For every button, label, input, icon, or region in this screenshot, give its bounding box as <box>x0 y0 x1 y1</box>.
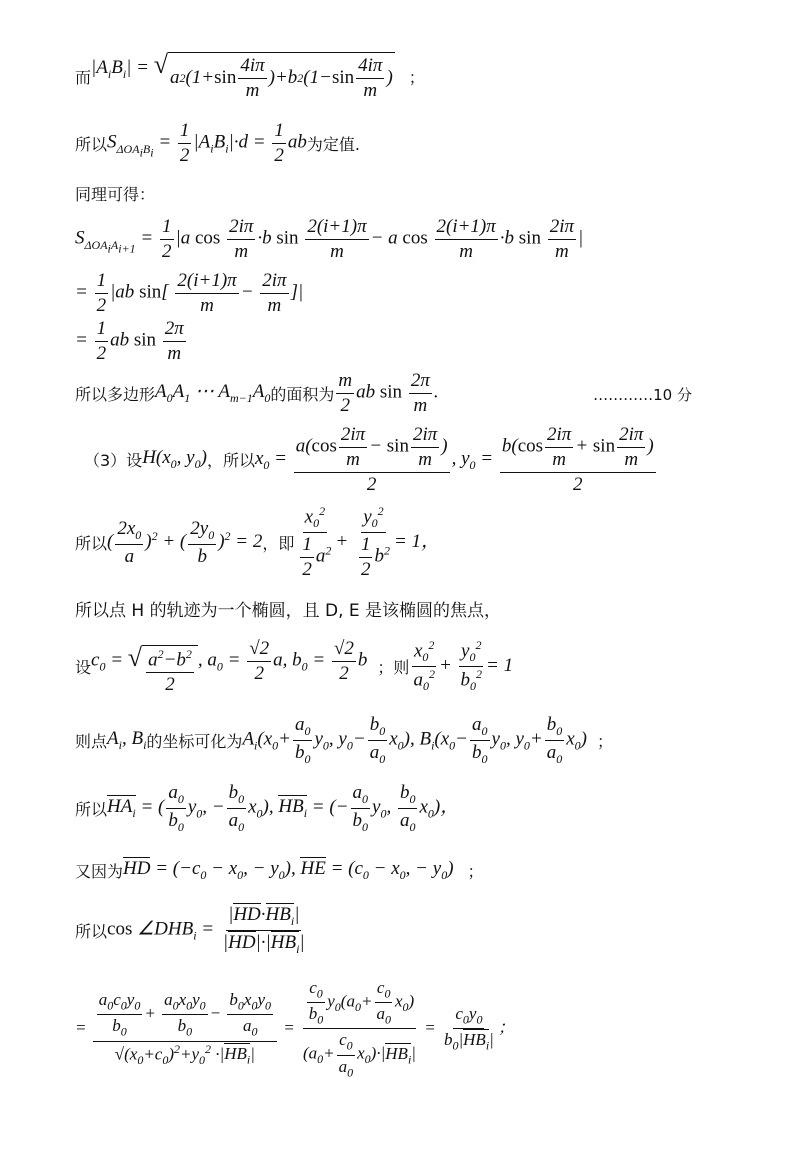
line-polygon-area: 所以多边形 $A_0A_1$ ⋯ $A_{m-1}A_0$ 的面积为 $\frac{m}{2}$ ab sin $\frac{2\pi}{m}$ . <box>75 370 439 416</box>
line-area-calc-1: $S_{\Delta OA_iA_{i+1}}$ = $\frac{1}{2}$ |a cos $\frac{2i\pi}{m}$ ·b sin $\frac{2(i+1)\pi}{m}$ − a cos $\frac{2(i+1)\pi}{m}$ ·b sin $\frac{2i\pi}{m}$ | <box>75 216 584 262</box>
score-mark: …………10 分 <box>593 386 692 404</box>
line-part3-set-h: （3）设 $H(x_0$, $y_0$) ，所以 $x_0$ = a(cos $\frac{2i\pi}{m}$ − sin $\frac{2i\pi}{m}$ ) 2 , $y_0$ = b(cos $\frac{2i\pi}{m}$ + sin $\frac{2i\pi}{m}$ ) 2 <box>84 424 654 495</box>
formula-chord: $|A_iB_i|$ = √ a 2 (1+ sin $\frac{4i\pi}{m}$ )+b 2 (1− sin $\frac{4i\pi}{m}$ ) <box>91 50 393 101</box>
line-area-calc-3: = $\frac{1}{2}$ ab sin $\frac{2\pi}{m}$ <box>75 318 184 364</box>
line-vectors: 所以 $HA_i$ = ( $\frac{a_0}{b_0}$ $y_0$, − $\frac{b_0}{a_0}$ $x_0$), $HB_i$ = (− $\frac{a_0}{b_0}$ $y_0$, $\frac{b_0}{a_0}$ $x_0$)， <box>75 782 460 834</box>
line-cosine: 所以 $\cos \angle DHB_i$ = $\frac{|HD\cdot HB_i|}{|HD|\cdot|HB_i|}$ <box>75 904 305 956</box>
line-cosine-calc: = $\frac{a_0c_0y_0}{b_0}$ + $\frac{a_0x_0y_0}{b_0}$ − $\frac{b_0x_0y_0}{a_0}$ $√(x_0+c_0)^2+y_0^2 \cdot|HB_i|$ = $\frac{c_0}{b_0}$ $y_0(a_0+$ $\frac{c_0}{a_0}$ $x_0$) ($a_0+$ $\frac{c_0}{a_0}$ $x_0)\cdot|HB_i|$ = $\frac{c_0y_0}{b_0|HB_i|}$ ； <box>75 978 515 1079</box>
line-set-c0: 设 $c_0$ = √ $\frac{a^2-b^2}{2}$ , $a_0$ = $\frac{√2}{2}$ a, $b_0$ = $\frac{√2}{2}$ b ；则 $\frac{x_0^2}{a_0^2}$ + $\frac{y_0^2}{b_0^2}$ = 1 <box>75 638 514 695</box>
line-similarly: 同理可得： <box>75 185 156 204</box>
formula-area: $S_{\Delta OA_iB_i}$ = $\frac{1}{2}$ $|A_iB_i|\cdot d$ = $\frac{1}{2}$ ab <box>107 120 307 166</box>
line-area-calc-2: = $\frac{1}{2}$ |ab sin[ $\frac{2(i+1)\pi}{m}$ − $\frac{2i\pi}{m}$ ]| <box>75 270 304 316</box>
line-triangle-area: 所以 $S_{\Delta OA_iB_i}$ = $\frac{1}{2}$ $|A_iB_i|\cdot d$ = $\frac{1}{2}$ ab 为定值. <box>75 120 360 166</box>
line-chord-length: 而 $|A_iB_i|$ = √ a 2 (1+ sin $\frac{4i\pi}{m}$ )+b 2 (1− sin $\frac{4i\pi}{m}$ ) ； <box>75 50 425 101</box>
line-hd-he: 又因为 HD = ($-c_0 - x_0$, − $y_0$), HE = ($c_0 - x_0$, − $y_0$) ； <box>75 858 484 882</box>
line-point-coords: 则点 $A_i$, $B_i$ 的坐标可化为 $A_i(x_0+$ $\frac{a_0}{b_0}$ $y_0$, $y_0-$ $\frac{b_0}{a_0}$ $x_0$), $B_i(x_0-$ $\frac{a_0}{b_0}$ $y_0$, $y_0+$ $\frac{b_0}{a_0}$ $x_0$) ； <box>75 714 613 766</box>
line-ellipse-equation: 所以 ( $\frac{2x_0}{a}$ )$^2$ + ( $\frac{2y_0}{b}$ )$^2$ = 2 ，即 $x_0^2$ $\frac{1}{2}$ $a^2$ + $y_0^2$ $\frac{1}{2}$ $b^2$ = 1， <box>75 504 441 580</box>
line-locus: 所以点 H 的轨迹为一个椭圆，且 D, E 是该椭圆的焦点， <box>75 601 502 621</box>
